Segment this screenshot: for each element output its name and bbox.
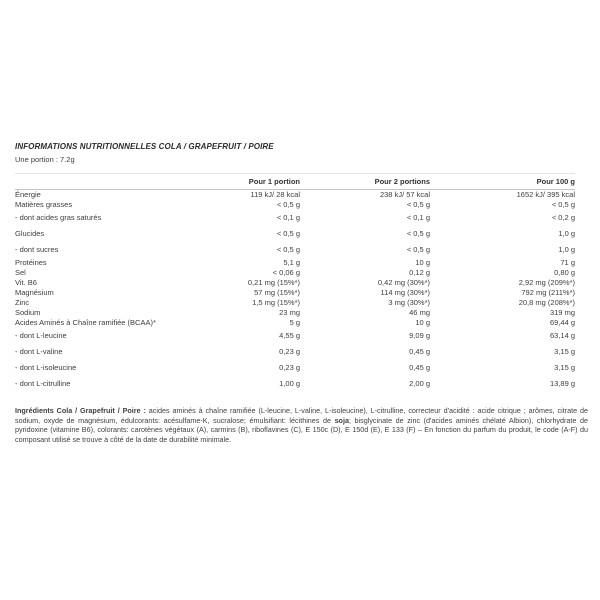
row-label: Magnésium	[15, 288, 54, 297]
table-row	[15, 226, 575, 242]
row-value: 2,92 mg (209%*)	[518, 278, 575, 287]
column-header: Pour 1 portion	[248, 177, 300, 186]
row-label: Acides Aminés à Chaîne ramifiée (BCAA)*	[15, 318, 156, 327]
ingredients-bold-segment: soja	[334, 415, 349, 425]
row-label: Sel	[15, 268, 26, 277]
portion-size: Une portion : 7.2g	[15, 155, 75, 164]
row-value: 0,21 mg (15%*)	[247, 278, 300, 287]
row-value: 23 mg	[279, 308, 300, 317]
row-label: Sodium	[15, 308, 41, 317]
row-value: 1652 kJ/ 395 kcal	[516, 190, 575, 199]
row-value: 1,0 g	[558, 229, 575, 238]
row-value: 0,42 mg (30%*)	[377, 278, 430, 287]
table-row	[15, 258, 575, 268]
row-value: 119 kJ/ 28 kcal	[250, 190, 300, 199]
table-row	[15, 298, 575, 308]
row-value: 0,23 g	[279, 363, 300, 372]
row-label: Matières grasses	[15, 200, 73, 209]
panel-title: INFORMATIONS NUTRITIONNELLES COLA / GRAPEFRUIT / POIRE	[15, 142, 274, 151]
row-value: 2,00 g	[409, 379, 430, 388]
column-header: Pour 2 portions	[374, 177, 430, 186]
row-value: 10 g	[415, 258, 430, 267]
row-value: < 0,5 g	[276, 200, 300, 209]
row-value: 1,0 g	[558, 245, 575, 254]
row-label: - dont L-leucine	[15, 331, 67, 340]
row-label: Protéines	[15, 258, 47, 267]
row-label: Zinc	[15, 298, 30, 307]
row-value: 3 mg (30%*)	[388, 298, 430, 307]
row-label: - dont L-citrulline	[15, 379, 71, 388]
table-row	[15, 242, 575, 258]
row-value: 69,44 g	[549, 318, 575, 327]
row-label: - dont acides gras saturés	[15, 213, 102, 222]
row-value: 1,00 g	[279, 379, 300, 388]
row-value: 63,14 g	[549, 331, 575, 340]
row-value: 3,15 g	[554, 347, 575, 356]
row-value: < 0,5 g	[406, 200, 430, 209]
table-row	[15, 328, 575, 344]
column-header: Pour 100 g	[536, 177, 575, 186]
row-value: 0,12 g	[409, 268, 430, 277]
row-value: 4,55 g	[279, 331, 300, 340]
table-row	[15, 318, 575, 328]
column-header-empty	[15, 174, 170, 190]
ingredients-bold-segment: Ingrédients Cola / Grapefruit / Poire :	[15, 406, 146, 415]
table-row	[15, 344, 575, 360]
row-value: 792 mg (211%*)	[521, 288, 575, 297]
row-value: < 0,5 g	[406, 245, 430, 254]
row-value: 5,1 g	[283, 258, 300, 267]
row-value: 57 mg (15%*)	[254, 288, 300, 297]
row-label: Glucides	[15, 229, 45, 238]
table-row	[15, 308, 575, 318]
row-value: 5 g	[289, 318, 300, 327]
nutrition-panel	[15, 142, 590, 444]
row-label: - dont L-valine	[15, 347, 63, 356]
row-value: 0,23 g	[279, 347, 300, 356]
row-label: Énergie	[15, 190, 41, 199]
ingredients-segment: ; bisglycinate de zinc (d'acides aminés chélaté Albion), chlorhydrate de pyridoxine (vitamine B6), colorants: carotènes végétaux (A), carmins (B), riboflavines (C), E 150c (D), E 150d (E), E 133 (F) – En fonction du parfum du produit, le code (A-F) du composant utilisé se trouve à côté de la date de durabilité minimale.	[15, 415, 588, 444]
row-value: < 0,5 g	[551, 200, 575, 209]
row-value: 10 g	[415, 318, 430, 327]
row-value: 319 mg	[549, 308, 575, 317]
row-value: 1,5 mg (15%*)	[252, 298, 300, 307]
table-row	[15, 210, 575, 226]
row-label: Vit. B6	[15, 278, 37, 287]
nutrition-table-head-row	[15, 174, 575, 190]
row-value: < 0,1 g	[276, 213, 300, 222]
row-label: - dont sucres	[15, 245, 59, 254]
row-value: 46 mg	[409, 308, 430, 317]
table-row	[15, 190, 575, 201]
row-value: 9,09 g	[409, 331, 430, 340]
row-value: < 0,5 g	[276, 229, 300, 238]
table-row	[15, 376, 575, 392]
row-value: 20,8 mg (208%*)	[518, 298, 575, 307]
nutrition-table-body	[15, 190, 575, 393]
table-row	[15, 278, 575, 288]
row-value: < 0,06 g	[272, 268, 300, 277]
row-label: - dont L-isoleucine	[15, 363, 77, 372]
row-value: < 0,2 g	[551, 213, 575, 222]
row-value: 0,45 g	[409, 347, 430, 356]
table-row	[15, 268, 575, 278]
row-value: < 0,5 g	[276, 245, 300, 254]
row-value: < 0,5 g	[406, 229, 430, 238]
table-row	[15, 288, 575, 298]
row-value: 0,45 g	[409, 363, 430, 372]
row-value: < 0,1 g	[406, 213, 430, 222]
ingredients-text	[15, 406, 588, 444]
row-value: 238 kJ/ 57 kcal	[379, 190, 430, 199]
row-value: 3,15 g	[554, 363, 575, 372]
row-value: 71 g	[560, 258, 575, 267]
row-value: 114 mg (30%*)	[380, 288, 430, 297]
table-row	[15, 360, 575, 376]
row-value: 13,89 g	[549, 379, 575, 388]
table-row	[15, 200, 575, 210]
ingredients-segment: acides aminés à chaîne ramifiée (L-leucine, L-valine, L-isoleucine), L-citrulline, correcteur d'acidité : acide citrique ; arômes, citrate de sodium, oxyde de magnésium, édulcorants: acésulfame-K, sucralose; émulsifiant: lécithines de	[15, 406, 588, 425]
row-value: 0,80 g	[554, 268, 575, 277]
nutrition-table	[15, 173, 575, 392]
